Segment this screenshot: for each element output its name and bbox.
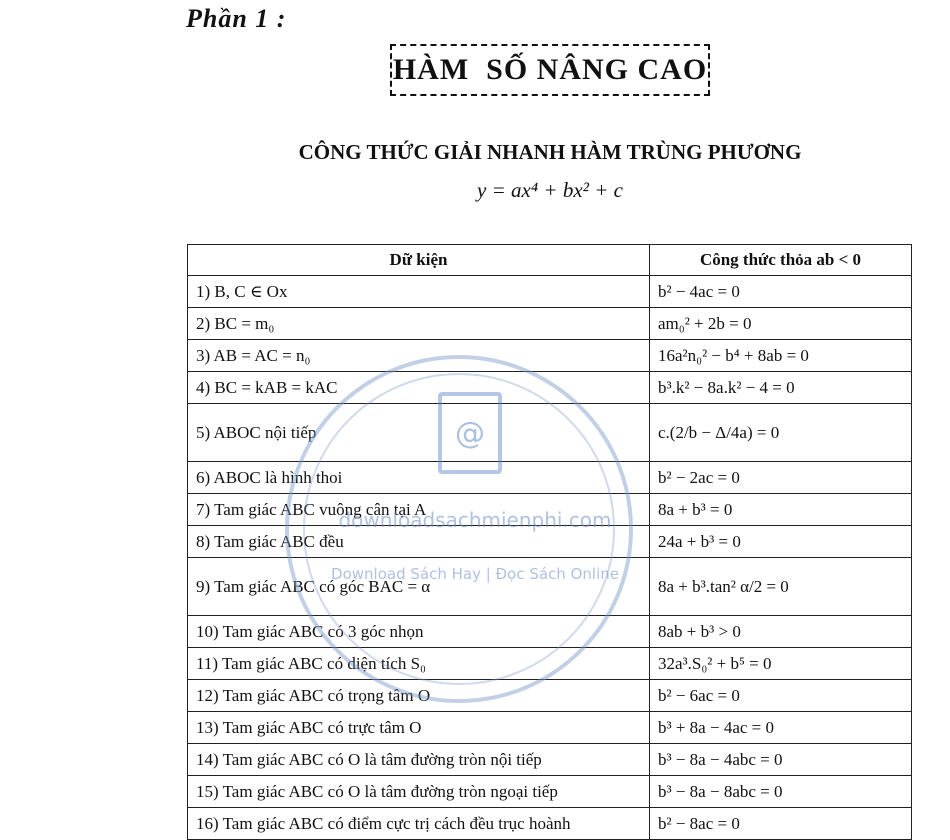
condition-cell: 5) ABOC nội tiếp xyxy=(188,404,650,462)
formula-cell: b² − 8ac = 0 xyxy=(650,808,912,840)
book-at-icon: @ xyxy=(438,392,502,474)
watermark-site: downloadsachmienphi.com xyxy=(338,508,612,532)
condition-cell: 8) Tam giác ABC đều xyxy=(188,526,650,558)
table-row xyxy=(188,558,912,616)
formula-cell: 8ab + b³ > 0 xyxy=(650,616,912,648)
general-formula: y = ax⁴ + bx² + c xyxy=(477,178,623,202)
condition-cell: 6) ABOC là hình thoi xyxy=(188,462,650,494)
table-row xyxy=(188,308,912,340)
table-row xyxy=(188,616,912,648)
part-label: Phần 1 : xyxy=(186,4,287,33)
table-row xyxy=(188,404,912,462)
formula-cell: b³ + 8a − 4ac = 0 xyxy=(650,712,912,744)
condition-cell: 10) Tam giác ABC có 3 góc nhọn xyxy=(188,616,650,648)
formula-cell: 8a + b³ = 0 xyxy=(650,494,912,526)
header-formula: Công thức thỏa ab < 0 xyxy=(650,245,912,276)
condition-cell: 12) Tam giác ABC có trọng tâm O xyxy=(188,680,650,712)
header-condition: Dữ kiện xyxy=(188,245,650,276)
condition-cell: 4) BC = kAB = kAC xyxy=(188,372,650,404)
table-row xyxy=(188,712,912,744)
condition-cell: 13) Tam giác ABC có trực tâm O xyxy=(188,712,650,744)
formula-cell: b² − 6ac = 0 xyxy=(650,680,912,712)
table-row xyxy=(188,340,912,372)
table-row xyxy=(188,494,912,526)
condition-cell: 2) BC = m₀ xyxy=(188,308,650,340)
table-row xyxy=(188,462,912,494)
formula-cell: b³ − 8a − 4abc = 0 xyxy=(650,744,912,776)
table-header-row xyxy=(188,245,912,276)
condition-cell: 14) Tam giác ABC có O là tâm đường tròn nội tiếp xyxy=(188,744,650,776)
page-title: HÀM SỐ NÂNG CAO xyxy=(390,44,710,96)
formula-cell: am₀² + 2b = 0 xyxy=(650,308,912,340)
table-row xyxy=(188,776,912,808)
table-row xyxy=(188,744,912,776)
table-row xyxy=(188,372,912,404)
table-row xyxy=(188,680,912,712)
condition-cell: 1) B, C ∈ Ox xyxy=(188,276,650,308)
table-row xyxy=(188,526,912,558)
table-body xyxy=(188,276,912,840)
condition-cell: 3) AB = AC = n₀ xyxy=(188,340,650,372)
formula-cell: b² − 2ac = 0 xyxy=(650,462,912,494)
formula-cell: b³.k² − 8a.k² − 4 = 0 xyxy=(650,372,912,404)
table-row xyxy=(188,648,912,680)
table-row xyxy=(188,808,912,840)
condition-cell: 9) Tam giác ABC có góc BAC = α xyxy=(188,558,650,616)
formula-cell: b³ − 8a − 8abc = 0 xyxy=(650,776,912,808)
condition-cell: 15) Tam giác ABC có O là tâm đường tròn ngoại tiếp xyxy=(188,776,650,808)
formula-cell: 24a + b³ = 0 xyxy=(650,526,912,558)
condition-cell: 7) Tam giác ABC vuông cân tại A xyxy=(188,494,650,526)
formula-cell: 32a³.S₀² + b⁵ = 0 xyxy=(650,648,912,680)
formula-table xyxy=(187,244,912,840)
section-subtitle: CÔNG THỨC GIẢI NHANH HÀM TRÙNG PHƯƠNG xyxy=(298,140,802,164)
formula-cell: c.(2/b − Δ/4a) = 0 xyxy=(650,404,912,462)
formula-cell: b² − 4ac = 0 xyxy=(650,276,912,308)
condition-cell: 11) Tam giác ABC có diện tích S₀ xyxy=(188,648,650,680)
condition-cell: 16) Tam giác ABC có điểm cực trị cách đều trục hoành xyxy=(188,808,650,840)
formula-cell: 16a²n₀² − b⁴ + 8ab = 0 xyxy=(650,340,912,372)
formula-cell: 8a + b³.tan² α/2 = 0 xyxy=(650,558,912,616)
watermark-tagline: Download Sách Hay | Đọc Sách Online xyxy=(331,565,619,583)
table-row xyxy=(188,276,912,308)
